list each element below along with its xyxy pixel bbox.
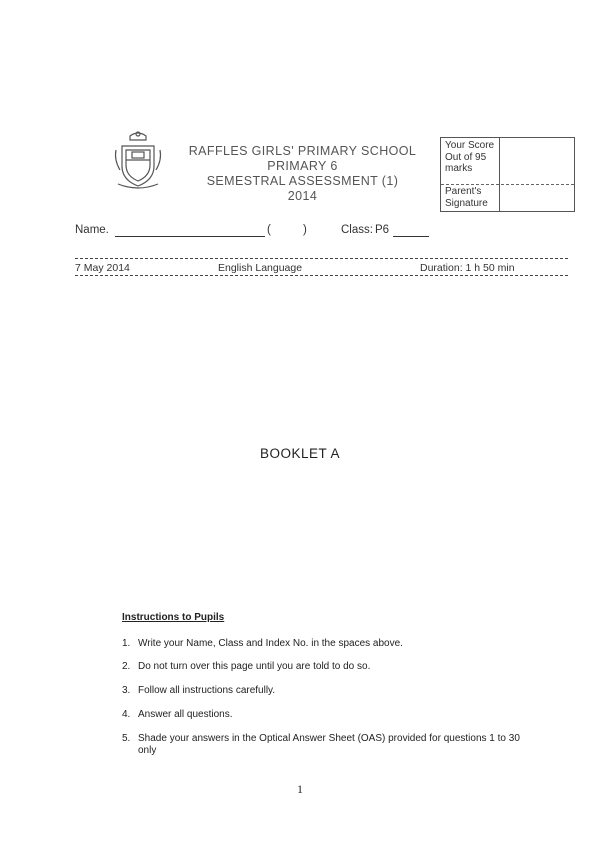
class-label: Class: [341, 224, 373, 236]
school-name: RAFFLES GIRLS' PRIMARY SCHOOL [188, 144, 417, 158]
booklet-title: BOOKLET A [259, 446, 341, 461]
page-number: 1 [297, 782, 303, 796]
school-heading [170, 144, 435, 204]
exam-duration: Duration: 1 h 50 min [420, 262, 515, 274]
signature-label: Parent's Signature [445, 186, 488, 209]
exam-year: 2014 [287, 189, 318, 203]
class-value: P6 [375, 224, 390, 236]
exam-subject: English Language [218, 262, 303, 274]
instructions-title: Instructions to Pupils [122, 612, 225, 623]
exam-date: 7 May 2014 [75, 262, 130, 274]
score-label: Your Score Out of 95 marks [445, 140, 495, 174]
index-open-paren: ( [267, 224, 271, 236]
index-close-paren: ) [303, 224, 307, 236]
name-label: Name. [75, 224, 109, 236]
score-box [440, 137, 575, 212]
divider-bottom [75, 275, 568, 276]
divider-top [75, 258, 568, 259]
name-field[interactable] [115, 236, 265, 237]
school-level: PRIMARY 6 [267, 159, 338, 173]
exam-title: SEMESTRAL ASSESSMENT (1) [206, 174, 399, 188]
student-fields-row [75, 224, 575, 240]
school-crest-logo [112, 128, 164, 192]
class-field[interactable] [393, 236, 429, 237]
